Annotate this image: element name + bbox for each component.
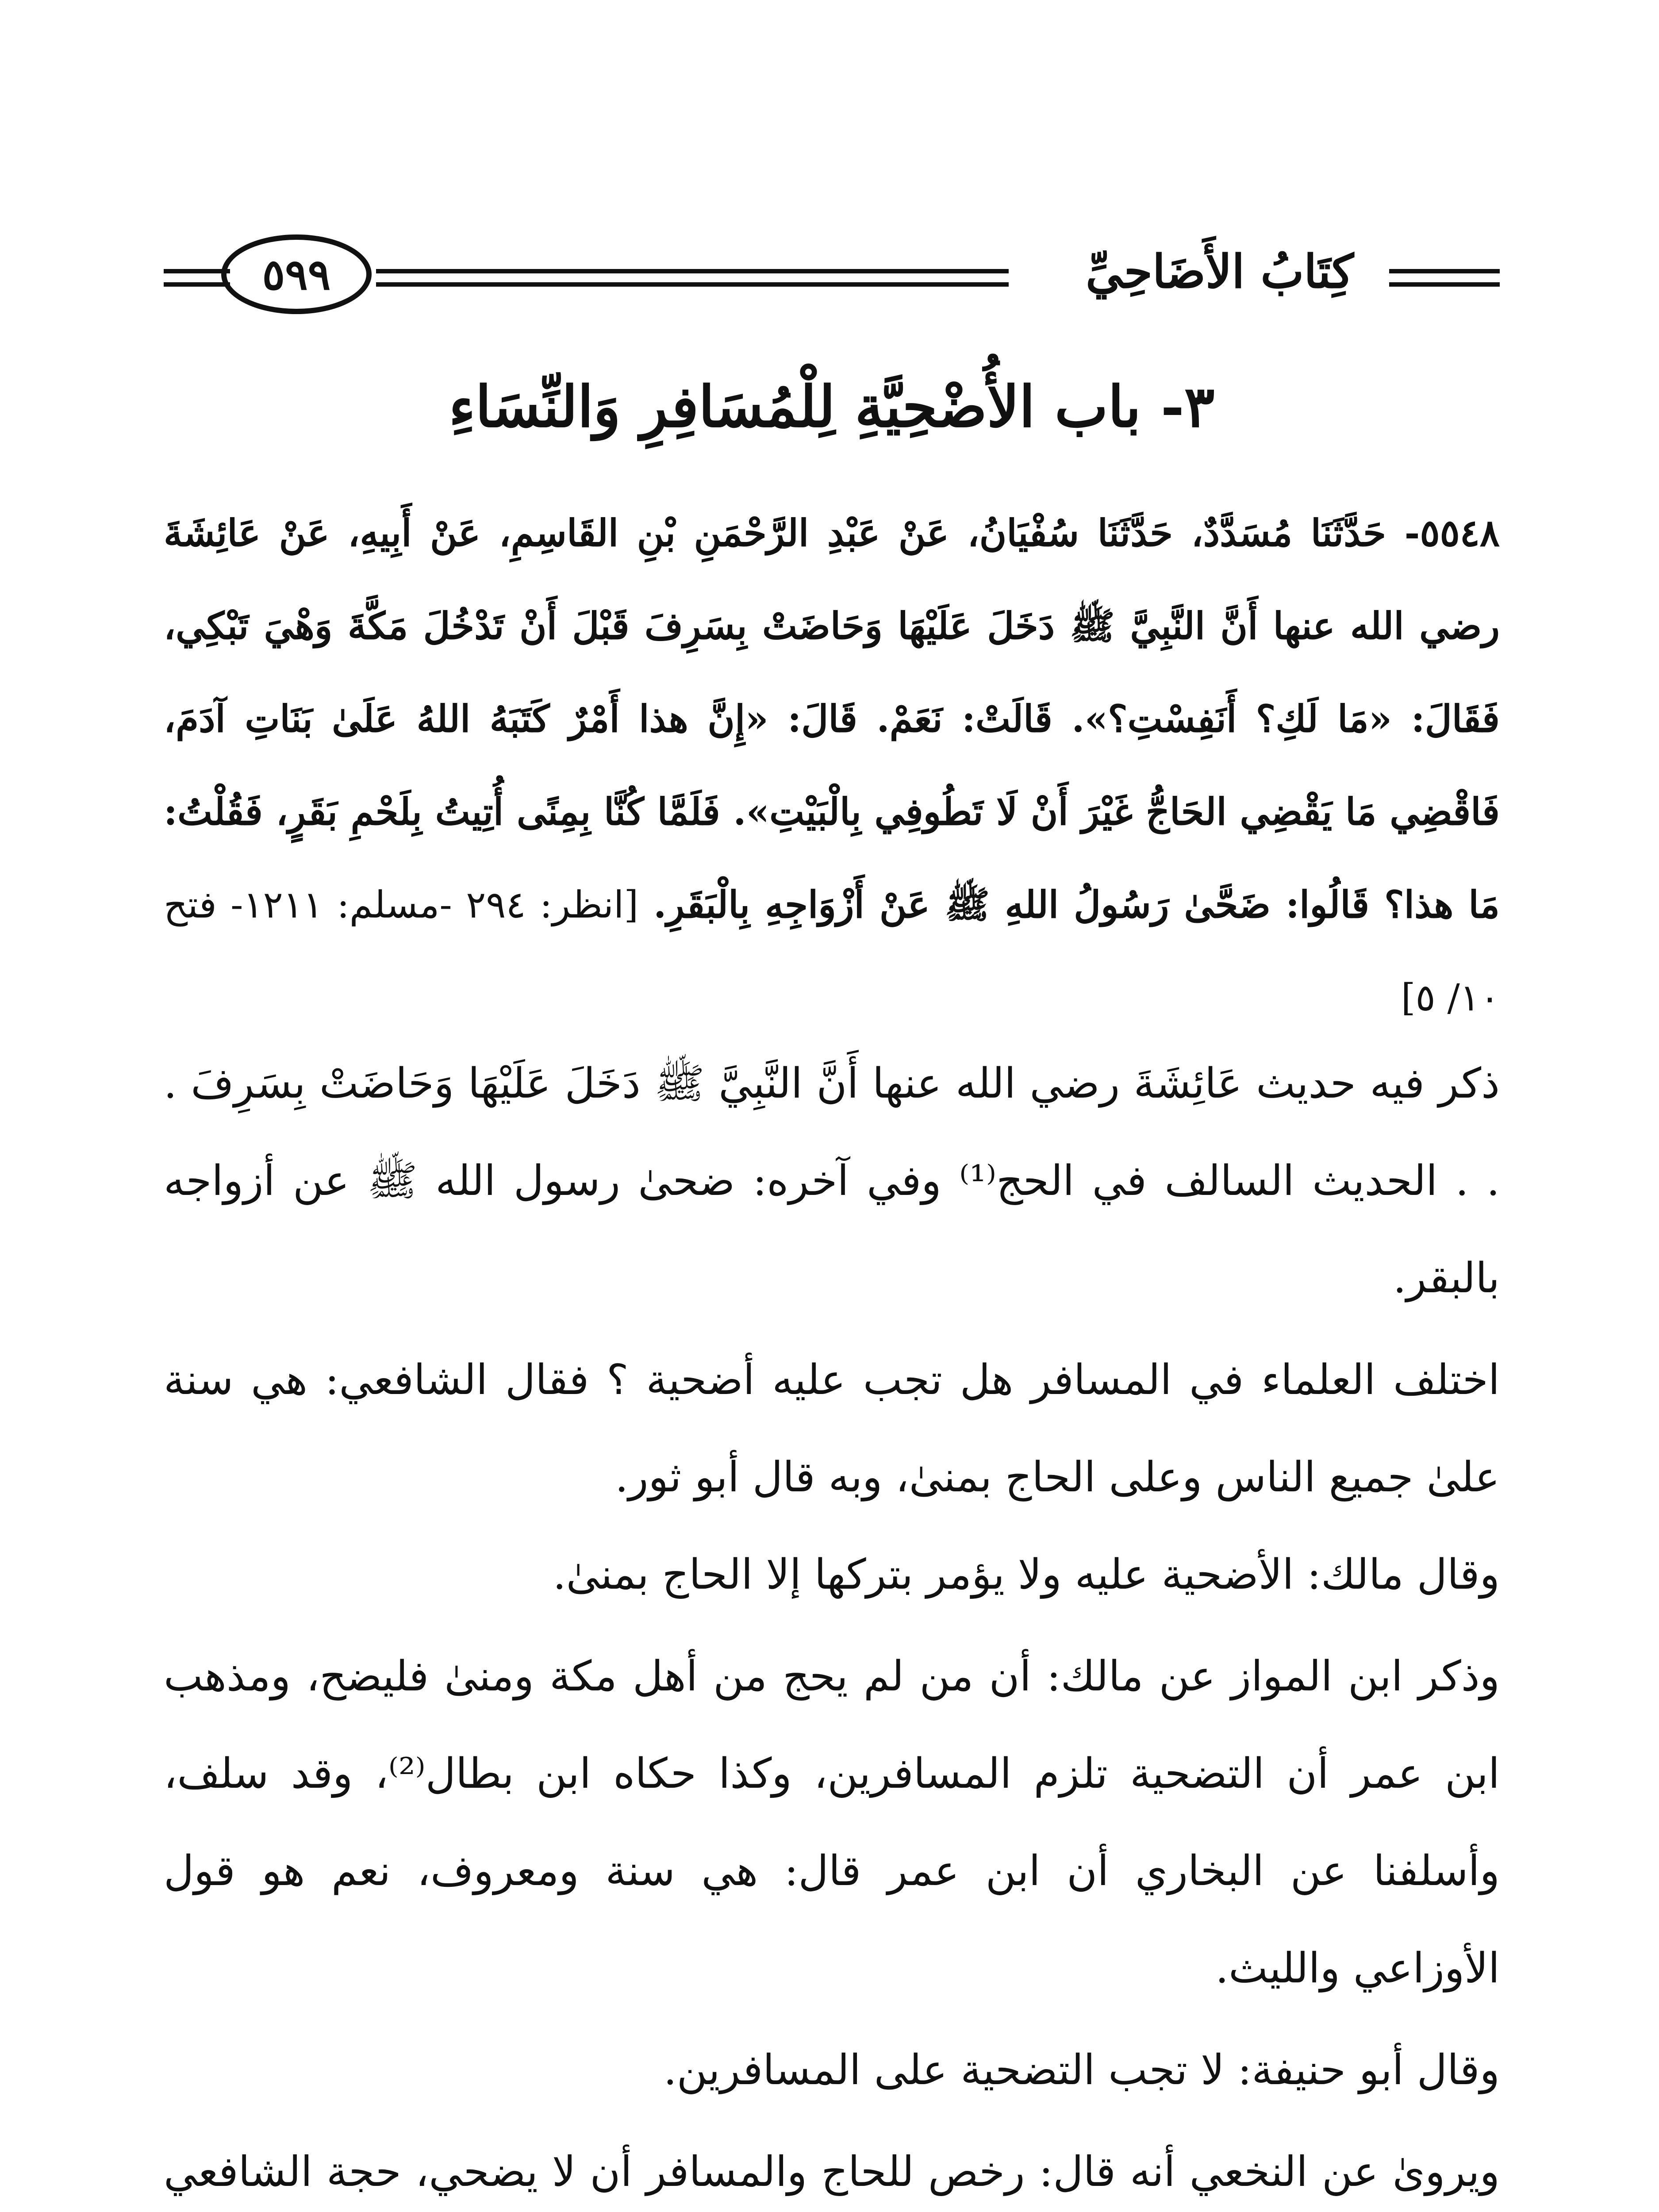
header-rule bbox=[376, 282, 1009, 287]
page-header bbox=[164, 221, 1500, 336]
hadith-text: ٥٥٤٨- حَدَّثَنَا مُسَدَّدٌ، حَدَّثَنَا سُفْيَانُ، عَنْ عَبْدِ الرَّحْمَنِ بْنِ القَاسِمِ، عَنْ أَبِيهِ، عَنْ عَائِشَةَ رضي الله عنها أَنَّ النَّبِيَّ ﷺ دَخَلَ عَلَيْهَا وَحَاضَتْ بِسَرِفَ قَبْلَ أَنْ تَدْخُلَ مَكَّةَ وَهْيَ تَبْكِي، فَقَالَ: «مَا لَكِ؟ أَنَفِسْتِ؟». قَالَتْ: نَعَمْ. قَالَ: «إِنَّ هذا أَمْرٌ كَتَبَهُ اللهُ عَلَىٰ بَنَاتِ آدَمَ، فَاقْضِي مَا يَقْضِي الحَاجُّ غَيْرَ أَنْ لَا تَطُوفِي بِالْبَيْتِ». فَلَمَّا كُنَّا بِمِنًى أُتِيتُ بِلَحْمِ بَقَرٍ، فَقُلْتُ: مَا هذا؟ قَالُوا: ضَحَّىٰ رَسُولُ اللهِ ﷺ عَنْ أَزْوَاجِهِ بِالْبَقَرِ. bbox=[164, 511, 1500, 926]
commentary-paragraph: وقال مالك: الأضحية عليه ولا يؤمر بتركها إلا الحاج بمنىٰ. bbox=[553, 1551, 1500, 1599]
commentary-paragraph: وقال أبو حنيفة: لا تجب التضحية على المسافرين. bbox=[663, 2046, 1500, 2094]
hadith-block bbox=[164, 487, 1500, 1044]
book-title: كِتَابُ الأَضَاحِيِّ bbox=[1086, 244, 1354, 299]
commentary-paragraph: وذكر ابن المواز عن مالك: أن من لم يحج من أهل مكة ومنىٰ فليضح، ومذهب ابن عمر أن التضحية تلزم المسافرين، وكذا حكاه ابن بطال⁽²⁾، وقد سلف، وأسلفنا عن البخاري أن ابن عمر قال: هي سنة ومعروف، نعم هو قول الأوزاعي والليث. bbox=[164, 1652, 1500, 1993]
commentary-paragraph: ويروىٰ عن النخعي أنه قال: رخص للحاج والمسافر أن لا يضحي، حجة الشافعي bbox=[164, 2148, 1500, 2196]
header-rule bbox=[164, 282, 230, 287]
page-number-badge: ٥٩٩ bbox=[221, 234, 372, 314]
commentary-paragraph: اختلف العلماء في المسافر هل تجب عليه أضحية ؟ فقال الشافعي: هي سنة علىٰ جميع الناس وعلى الحاج بمنىٰ، وبه قال أبو ثور. bbox=[164, 1356, 1500, 1502]
header-rule bbox=[164, 269, 230, 273]
header-rule bbox=[1389, 269, 1500, 273]
hadith-reference: [انظر: ٢٩٤ -مسلم: ١٢١١- فتح ١٠/ ٥] bbox=[164, 883, 1500, 1019]
chapter-title: ٣- باب الأُضْحِيَّةِ لِلْمُسَافِرِ وَالنِّسَاءِ bbox=[449, 374, 1215, 440]
header-rule bbox=[1389, 282, 1500, 287]
commentary-paragraph: ذكر فيه حديث عَائِشَةَ رضي الله عنها أَنَّ النَّبِيَّ ﷺ دَخَلَ عَلَيْهَا وَحَاضَتْ بِسَرِفَ . . . الحديث السالف في الحج⁽¹⁾ وفي آخره: ضحىٰ رسول الله ﷺ عن أزواجه بالبقر. bbox=[164, 1060, 1500, 1302]
header-rule bbox=[376, 269, 1009, 273]
